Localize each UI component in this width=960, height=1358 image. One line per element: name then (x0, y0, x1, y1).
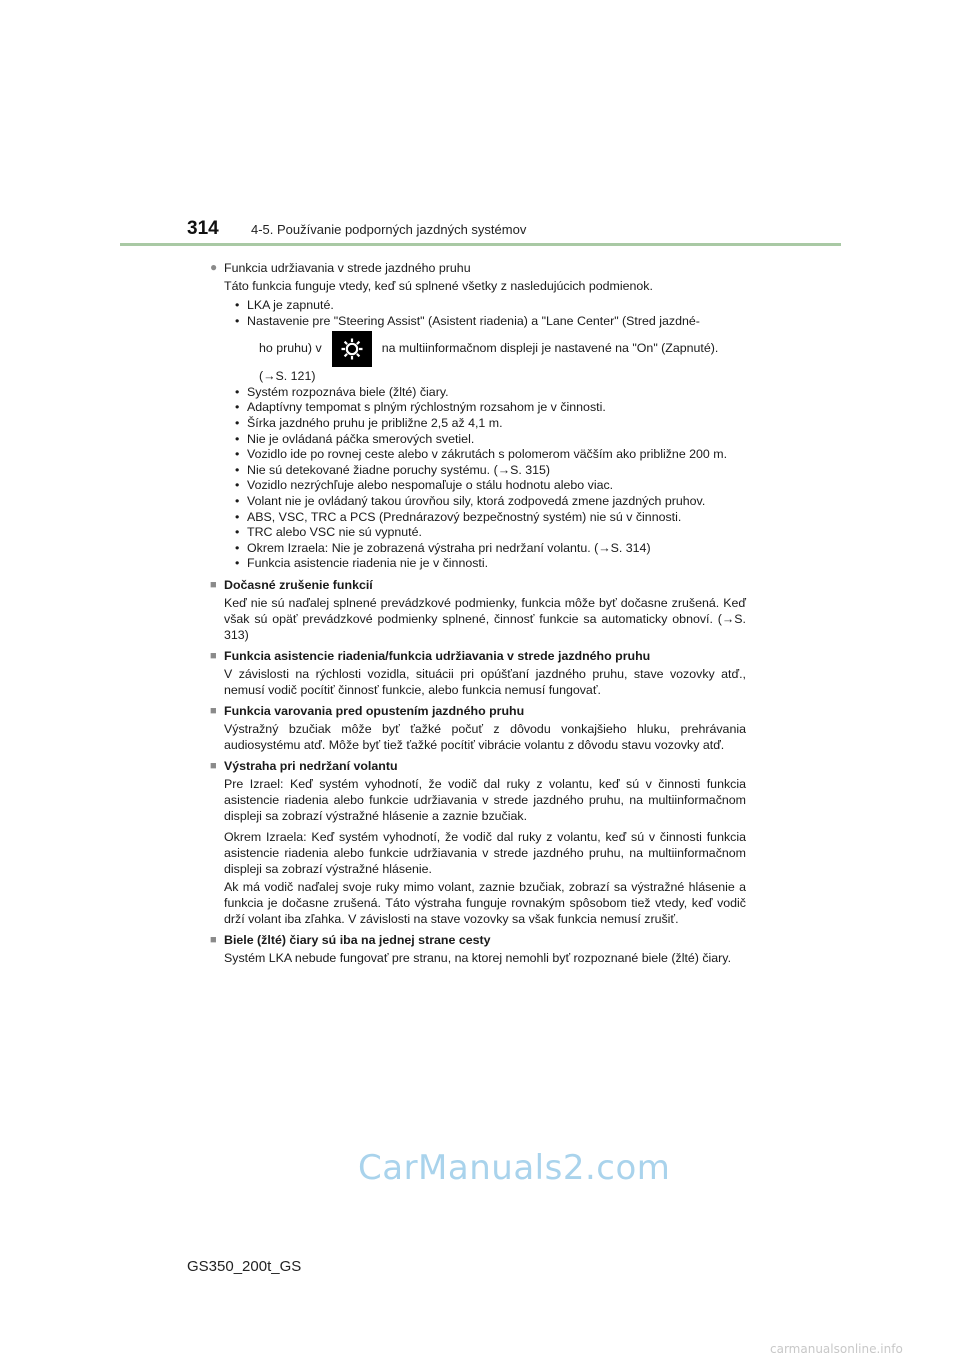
section-text: Výstražný bzučiak môže byť ťažké počuť z dôvodu vonkajšieho hluku, prehrávania audiosystému atď. Môže byť tiež ťažké pocítiť vibrácie volantu z dôvodu stavu vozovky atď. (224, 721, 746, 752)
section-heading (210, 758, 746, 774)
section-text: V závislosti na rýchlosti vozidla, situácii pri opúšťaní jazdného pruhu, stave vozovky atď., nemusí vodič pocítiť činnosť funkcie, alebo funkcia nemusí fungovať. (224, 666, 746, 697)
square-marker-icon: ■ (210, 578, 217, 591)
list-item (235, 314, 746, 385)
list-item: • Šírka jazdného pruhu je približne 2,5 až 4,1 m. (235, 416, 746, 432)
condition-list (210, 298, 746, 572)
square-marker-icon: ■ (210, 933, 217, 946)
section-steering-assist (210, 648, 746, 698)
list-item: • Okrem Izraela: Nie je zobrazená výstraha pri nedržaní volantu. (→S. 314) (235, 541, 746, 557)
section-title: Dočasné zrušenie funkcií (224, 577, 373, 592)
list-item: • Adaptívny tempomat s plným rýchlostným rozsahom je v činnosti. (235, 400, 746, 416)
list-item-text: na multiinformačnom displeji je nastavené na "On" (Zapnuté). (381, 341, 719, 356)
section-hands-off-warning (210, 758, 746, 927)
list-item: • TRC alebo VSC nie sú vypnuté. (235, 525, 746, 541)
section-text: Keď nie sú naďalej splnené prevádzkové podmienky, funkcia môže byť dočasne zrušená. Keď však sú opäť prevádzkové podmienky splnené, činnosť funkcie sa automaticky obnoví. (→S. 313) (224, 595, 746, 642)
section-title: Funkcia udržiavania v strede jazdného pruhu (224, 261, 471, 275)
settings-line (247, 329, 746, 369)
chapter-title: 4-5. Používanie podporných jazdných systémov (251, 222, 527, 237)
section-temporary-cancel (210, 577, 746, 643)
section-title: Výstraha pri nedržaní volantu (224, 758, 398, 773)
list-item: • ABS, VSC, TRC a PCS (Prednárazový bezpečnostný systém) nie sú v činnosti. (235, 510, 746, 526)
model-footer: GS350_200t_GS (187, 1258, 302, 1275)
site-watermark: carmanualsonline.info (770, 1342, 903, 1356)
circle-marker-icon: ● (210, 260, 218, 274)
list-item-text: Nastavenie pre "Steering Assist" (Asistent riadenia) a "Lane Center" (Stred jazdné- (247, 313, 700, 328)
list-item: • Nie sú detekované žiadne poruchy systému. (→S. 315) (235, 463, 746, 479)
gear-icon (332, 331, 372, 367)
square-marker-icon: ■ (210, 704, 217, 717)
list-item: • Vozidlo nezrýchľuje alebo nespomaľuje o stálu hodnotu alebo viac. (235, 478, 746, 494)
section-text: Okrem Izraela: Keď systém vyhodnotí, že vodič dal ruky z volantu, keď sú v činnosti funkcia asistencie riadenia alebo funkcie udržiavania v strede jazdného pruhu, na multiinformačnom displeji sa zobrazí výstražné hlásenie. (224, 829, 746, 876)
page-number: 314 (187, 218, 219, 239)
list-item: • Systém rozpoznáva biele (žlté) čiary. (235, 385, 746, 401)
section-title: Funkcia varovania pred opustením jazdného pruhu (224, 703, 525, 718)
list-item: • Nie je ovládaná páčka smerových svetiel. (235, 432, 746, 448)
section-text: Ak má vodič naďalej svoje ruky mimo volant, zaznie bzučiak, zobrazí sa výstražné hlásenie a funkcia je dočasne zrušená. Táto výstraha funguje rovnakým spôsobom tiež vtedy, keď vodič drží volant iba zľahka. V závislosti na stave vozovky sa však funkcia nemusí zrušiť. (224, 879, 746, 926)
section-heading (210, 577, 746, 593)
section-heading (210, 932, 746, 948)
square-marker-icon: ■ (210, 649, 217, 662)
section-lane-departure (210, 703, 746, 753)
watermark: CarManuals2.com (358, 1148, 671, 1188)
page-header (187, 218, 526, 240)
list-item: • Funkcia asistencie riadenia nie je v činnosti. (235, 556, 746, 572)
square-marker-icon: ■ (210, 759, 217, 772)
section-heading (210, 648, 746, 664)
list-item: • LKA je zapnuté. (235, 298, 746, 314)
header-rule (120, 243, 841, 246)
section-intro: Táto funkcia funguje vtedy, keď sú splnené všetky z nasledujúcich podmienok. (224, 279, 653, 293)
section-lane-centering (210, 260, 746, 572)
section-heading (210, 260, 746, 276)
list-item: • Volant nie je ovládaný takou úrovňou sily, ktorá zodpovedá zmene jazdných pruhov. (235, 494, 746, 510)
section-one-side-lines (210, 932, 746, 966)
page-reference: (→S. 121) (259, 369, 316, 384)
page-content (210, 255, 746, 971)
section-title: Funkcia asistencie riadenia/funkcia udržiavania v strede jazdného pruhu (224, 648, 651, 663)
section-text: Systém LKA nebude fungovať pre stranu, na ktorej nemohli byť rozpoznané biele (žlté) čiary. (224, 950, 732, 965)
list-item-text: ho pruhu) v (259, 341, 322, 356)
section-heading (210, 703, 746, 719)
section-title: Biele (žlté) čiary sú iba na jednej strane cesty (224, 932, 491, 947)
section-text: Pre Izrael: Keď systém vyhodnotí, že vodič dal ruky z volantu, keď sú v činnosti funkcia asistencie riadenia alebo funkcie udržiavania v strede jazdného pruhu, na multiinformačnom displeji sa zobrazí výstražné hlásenie a zaznie bzučiak. (224, 776, 746, 823)
list-item: • Vozidlo ide po rovnej ceste alebo v zákrutách s polomerom väčším ako približne 200 m. (235, 447, 746, 463)
